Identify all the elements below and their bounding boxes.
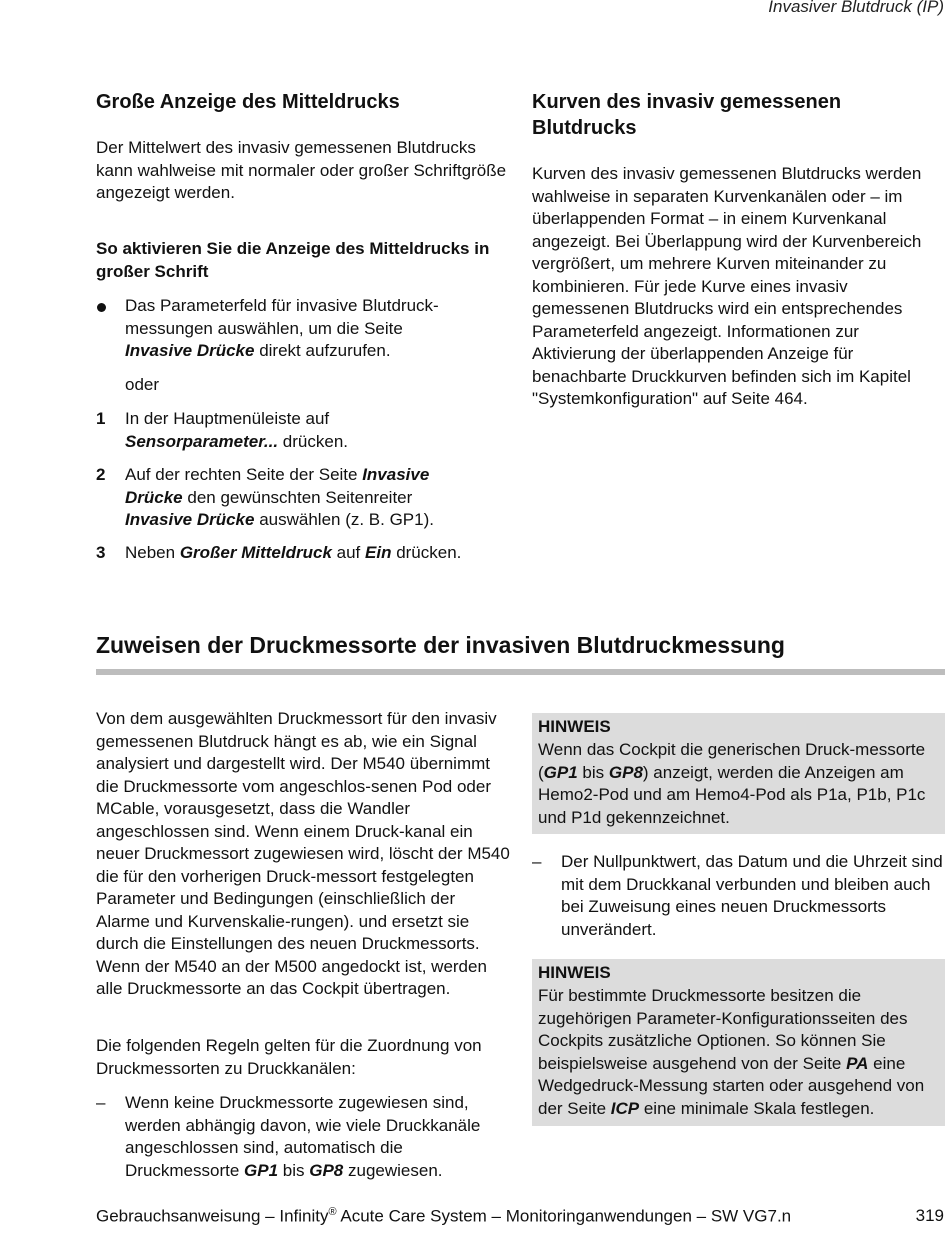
registered-mark: ®	[328, 1206, 337, 1218]
dash-marker: –	[96, 1093, 106, 1112]
dash-item-left	[96, 1092, 516, 1187]
footer-text: Gebrauchsanweisung – Infinity® Acute Care System – Monitoringanwendungen – SW VG7.n	[96, 1206, 792, 1226]
heading-waveforms: Kurven des invasiv gemessenen Blutdrucks	[532, 91, 842, 139]
procedure-list	[96, 295, 516, 595]
dash-marker: –	[532, 852, 542, 871]
dash-text: Wenn keine Druckmessorte zugewiesen sind, werden abhängig davon, wie viele Druckkanäle angeschlossen sind, automatisch die Druckmessorte GP1 bis GP8 zugewiesen.	[125, 1093, 481, 1180]
note-title: HINWEIS	[538, 963, 611, 982]
heading-mean-pressure: Große Anzeige des Mitteldrucks	[96, 91, 400, 113]
emphasis: Invasive Drücke	[125, 341, 255, 360]
note-box-2	[532, 959, 945, 1126]
dash-item-right	[532, 851, 945, 946]
step-text: Neben Großer Mitteldruck auf Ein drücken.	[125, 543, 462, 562]
procedure-title: So aktivieren Sie die Anzeige des Mitteldrucks in großer Schrift	[96, 239, 490, 281]
waveforms-paragraph: Kurven des invasiv gemessenen Blutdrucks werden wahlweise in separaten Kurvenkanälen oder – im überlappenden Format – in einem Kurvenkanal angezeigt. Bei Überlappung wird der Kurvenbereich vergrößert, um mehrere Kurven miteinander zu kombinieren. Für jede Kurve eines invasiv gemessenen Blutdrucks wird ein entsprechendes Parameterfeld angezeigt. Informationen zur Aktivierung der überlappenden Anzeige für benachbarte Druckkurven befinden sich im Kapitel "Systemkonfiguration" auf Seite 464.	[532, 164, 922, 408]
bullet-text: Das Parameterfeld für invasive Blutdruck-messungen auswählen, um die Seite Invasive Drücke direkt aufzurufen.	[125, 296, 439, 360]
note-box-1	[532, 713, 945, 834]
or-label: oder	[125, 375, 160, 394]
page-number: 319	[915, 1206, 944, 1225]
note-text: Wenn das Cockpit die generischen Druck-messorte (GP1 bis GP8) anzeigt, werden die Anzeigen am Hemo2-Pod und am Hemo4-Pod als P1a, P1b, P1c und P1d gekennzeichnet.	[538, 740, 926, 827]
running-header: Invasiver Blutdruck (IP)	[768, 0, 944, 16]
step-number: 2	[96, 465, 106, 484]
section-rule	[96, 669, 945, 675]
step-number: 1	[96, 409, 106, 428]
step-text: Auf der rechten Seite der Seite Invasive Drücke den gewünschten Seitenreiter Invasive Drücke auswählen (z. B. GP1).	[125, 465, 434, 529]
section-paragraph-1: Von dem ausgewählten Druckmessort für den invasiv gemessenen Blutdruck hängt es ab, wie ein Signal analysiert und dargestellt wird. Der M540 übernimmt die Druckmessorte vom angeschlos-senen Pod oder MCable, vorausgesetzt, dass die Wandler angeschlossen sind. Wenn einem Druck-kanal ein neuer Druckmessort zugewiesen wird, löscht der M540 die für den vorherigen Druck-messort festgelegten Parameter und Bedingungen (einschließlich der Alarme und Kurvenskalie-rungen). und ersetzt sie durch die Einstellungen des neuen Druckmessorts. Wenn der M540 an der M500 angedockt ist, werden alle Druckmessorte an das Cockpit übertragen.	[96, 709, 510, 998]
dash-text: Der Nullpunktwert, das Datum und die Uhrzeit sind mit dem Druckkanal verbunden und bleiben auch bei Zuweisung eines neuen Druckmessorts unverändert.	[561, 852, 943, 939]
step-number: 3	[96, 543, 106, 562]
step-text: In der Hauptmenüleiste auf Sensorparameter... drücken.	[125, 409, 349, 451]
section-title: Zuweisen der Druckmessorte der invasiven Blutdruckmessung	[96, 632, 785, 658]
bullet-icon	[97, 303, 106, 312]
section-paragraph-2: Die folgenden Regeln gelten für die Zuordnung von Druckmessorten zu Druckkanälen:	[96, 1036, 482, 1078]
intro-paragraph: Der Mittelwert des invasiv gemessenen Blutdrucks kann wahlweise mit normaler oder großer Schriftgröße angezeigt werden.	[96, 138, 507, 202]
note-text: Für bestimmte Druckmessorte besitzen die zugehörigen Parameter-Konfigurationsseiten des Cockpits zusätzliche Optionen. So können Sie beispielsweise ausgehend von der Seite PA eine Wedgedruck-Messung starten oder ausgehend von der Seite ICP eine minimale Skala festlegen.	[538, 986, 925, 1118]
note-title: HINWEIS	[538, 717, 611, 736]
